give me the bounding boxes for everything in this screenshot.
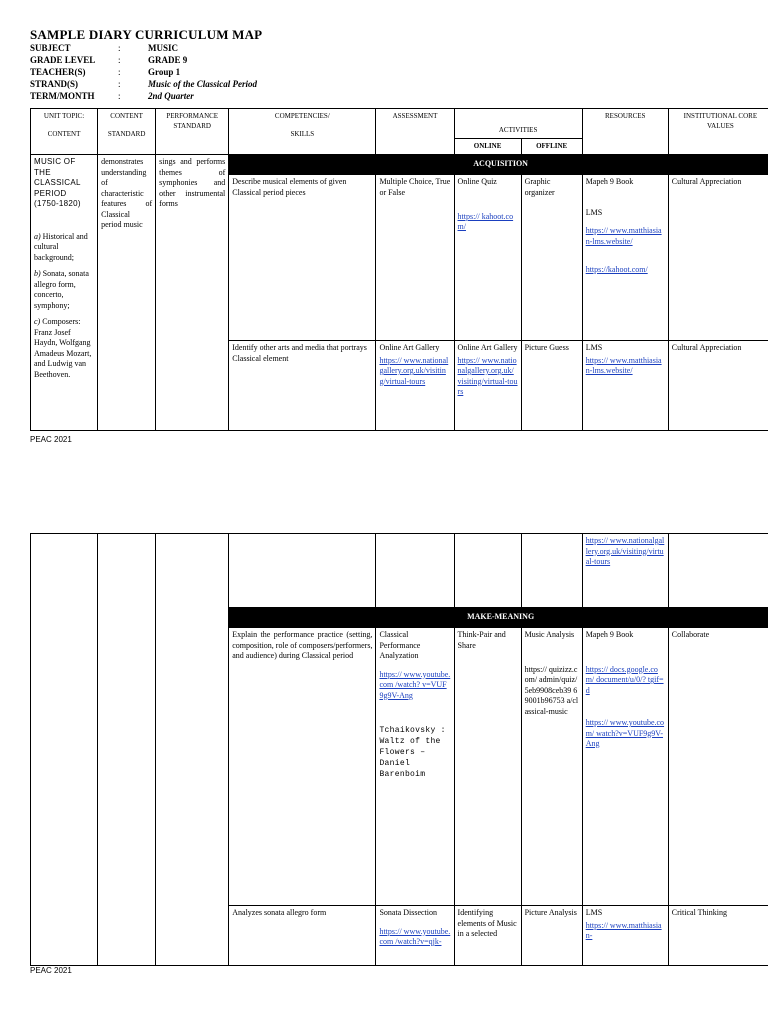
item-text: Historical and cultural background; xyxy=(34,231,88,262)
assessment-text: Classical Performance Analyzation xyxy=(379,630,421,660)
meta-value: MUSIC xyxy=(148,43,179,53)
resources-cell xyxy=(582,534,668,608)
header-text: SKILLS xyxy=(290,130,315,138)
header-offline: OFFLINE xyxy=(521,139,582,155)
meta-key: TERM/MONTH xyxy=(30,91,95,101)
online-cell xyxy=(454,175,521,341)
resource-text: Mapeh 9 Book xyxy=(585,630,634,639)
offline-cell: Picture Analysis xyxy=(521,906,582,966)
youtube-link[interactable]: https:// www.youtube.com/ watch?v=VUF9g9V-Ang xyxy=(585,718,665,748)
page-footer: PEAC 2021 xyxy=(30,435,72,444)
performance-standard-cell-cont xyxy=(156,534,229,966)
resources-cell xyxy=(582,175,668,341)
meta-key: SUBJECT xyxy=(30,43,71,53)
youtube-link[interactable]: https:// www.youtube.com /watch? v=VUF9g9V-Ang xyxy=(379,669,451,700)
header-competencies xyxy=(229,109,376,155)
header-text: CONTENT xyxy=(47,130,81,138)
resource-text: LMS xyxy=(585,343,603,352)
lms-link[interactable]: https:// www.matthiasian- xyxy=(585,920,662,940)
header-performance-standard: PERFORMANCE STANDARD xyxy=(156,109,229,155)
resources-cell xyxy=(582,341,668,431)
unit-item-c xyxy=(34,317,94,380)
assessment-text: Online Art Gallery xyxy=(379,343,440,352)
offline-cell xyxy=(521,534,582,608)
national-gallery-link[interactable]: https:// www.nationalgallery.org.uk/visiting/virtual-tours xyxy=(457,355,518,396)
resource-text: Mapeh 9 Book xyxy=(585,177,634,186)
online-cell xyxy=(454,534,521,608)
assessment-cell xyxy=(376,628,454,906)
header-content-standard xyxy=(98,109,156,155)
performance-standard-cell: sings and performs themes of symphonies and other instrumental forms xyxy=(156,155,229,431)
page-footer: PEAC 2021 xyxy=(30,966,72,975)
assessment-cell xyxy=(376,341,454,431)
core-values-cell: Cultural Appreciation xyxy=(668,341,768,431)
header-text: COMPETENCIES/ xyxy=(274,112,330,120)
acquisition-band: ACQUISITION xyxy=(229,155,768,175)
item-text: Composers: Franz Josef Haydn, Wolfgang Amadeus Mozart, and Ludwig van Beethoven. xyxy=(34,317,92,379)
resource-text: LMS xyxy=(585,207,603,217)
header-text: STANDARD xyxy=(107,130,146,138)
online-cell: Think-Pair and Share xyxy=(454,628,521,906)
assessment-text: Sonata Dissection xyxy=(379,908,437,917)
unit-item-a xyxy=(34,232,94,264)
meta-value: 2nd Quarter xyxy=(148,91,194,101)
resources-cell xyxy=(582,906,668,966)
quizizz-text: https:// quizizz.com/ admin/quiz/ 5eb9908ceb39 69001b96753 a/classical-music xyxy=(524,664,579,716)
meta-value: GRADE 9 xyxy=(148,55,188,65)
core-values-cell: Cultural Appreciation xyxy=(668,175,768,341)
unit-title-line: CLASSICAL xyxy=(34,178,81,187)
content-standard-cell-cont xyxy=(98,534,156,966)
competency-cell: Identify other arts and media that portrays Classical element xyxy=(229,341,376,431)
kahoot-link[interactable]: https://kahoot.com/ xyxy=(585,265,648,274)
competency-cell: Analyzes sonata allegro form xyxy=(229,906,376,966)
item-label: c) xyxy=(34,317,41,326)
national-gallery-link[interactable]: https:// www.nationalgallery.org.uk/visiting/virtual-tours xyxy=(379,355,449,386)
meta-key: TEACHER(S) xyxy=(30,67,86,77)
assessment-cell xyxy=(376,906,454,966)
youtube-link[interactable]: https:// www.youtube.com /watch?v=qjk- xyxy=(379,926,451,946)
header-text: UNIT TOPIC: xyxy=(43,112,85,120)
header-text: CONTENT xyxy=(110,112,143,120)
header-resources: RESOURCES xyxy=(582,109,668,155)
offline-cell xyxy=(521,628,582,906)
offline-cell: Graphic organizer xyxy=(521,175,582,341)
online-cell xyxy=(454,341,521,431)
lms-link[interactable]: https:// www.matthiasian-lms.website/ xyxy=(585,355,662,375)
unit-topic-cell-cont xyxy=(31,534,98,966)
assessment-cell xyxy=(376,534,454,608)
kahoot-link[interactable]: https:// kahoot.com/ xyxy=(457,211,514,231)
meta-key: GRADE LEVEL xyxy=(30,55,96,65)
lms-link[interactable]: https:// www.matthiasian-lms.website/ xyxy=(585,226,662,246)
header-assessment: ASSESSMENT xyxy=(376,109,454,155)
header-activities: ACTIVITIES xyxy=(454,109,582,139)
competency-cell: Describe musical elements of given Classical period pieces xyxy=(229,175,376,341)
header-online: ONLINE xyxy=(454,139,521,155)
online-text: Online Quiz xyxy=(457,177,497,186)
resources-cell xyxy=(582,628,668,906)
curriculum-table-page1 xyxy=(30,108,768,431)
assessment-cell: Multiple Choice, True or False xyxy=(376,175,454,341)
google-docs-link[interactable]: https:// docs.google.com/ document/u/0/? tgif=d xyxy=(585,664,664,695)
assessment-note: Tchaikovsky : Waltz of the Flowers – Daniel Barenboim xyxy=(379,726,446,779)
national-gallery-link[interactable]: https:// www.nationalgallery.org.uk/visiting/virtual-tours xyxy=(585,536,665,566)
item-label: b) xyxy=(34,269,41,278)
unit-title-line: MUSIC OF xyxy=(34,157,76,166)
curriculum-table-page2 xyxy=(30,533,768,966)
meta-key: STRAND(S) xyxy=(30,79,79,89)
item-label: a) xyxy=(34,231,41,241)
resource-text: LMS xyxy=(585,908,603,917)
header-unit-topic xyxy=(31,109,98,155)
make-meaning-band: MAKE-MEANING xyxy=(229,608,768,628)
core-values-cell: Critical Thinking xyxy=(668,906,768,966)
unit-item-b xyxy=(34,269,94,311)
core-values-cell: Collaborate xyxy=(668,628,768,906)
offline-text: Music Analysis xyxy=(524,630,575,639)
document-title: SAMPLE DIARY CURRICULUM MAP xyxy=(30,27,263,42)
unit-title-line: (1750-1820) xyxy=(34,199,81,208)
online-cell: Identifying elements of Music in a selected xyxy=(454,906,521,966)
meta-value: Music of the Classical Period xyxy=(148,79,258,89)
unit-title xyxy=(34,157,94,210)
header-core-values: INSTITUTIONAL CORE VALUES xyxy=(668,109,768,155)
unit-title-line: THE xyxy=(34,167,51,177)
competency-cell xyxy=(229,534,376,608)
unit-topic-cell xyxy=(31,155,98,431)
meta-value: Group 1 xyxy=(148,67,181,77)
content-standard-cell: demonstrates understanding of characteristic features of Classical period music xyxy=(98,155,156,431)
competency-cell: Explain the performance practice (setting, composition, role of composers/performers, and audience) during Classical period xyxy=(229,628,376,906)
online-text: Online Art Gallery xyxy=(457,343,518,352)
item-text: Sonata, sonata allegro form, concerto, symphony; xyxy=(34,269,89,310)
core-values-cell xyxy=(668,534,768,608)
offline-cell: Picture Guess xyxy=(521,341,582,431)
unit-title-line: PERIOD xyxy=(34,188,67,198)
